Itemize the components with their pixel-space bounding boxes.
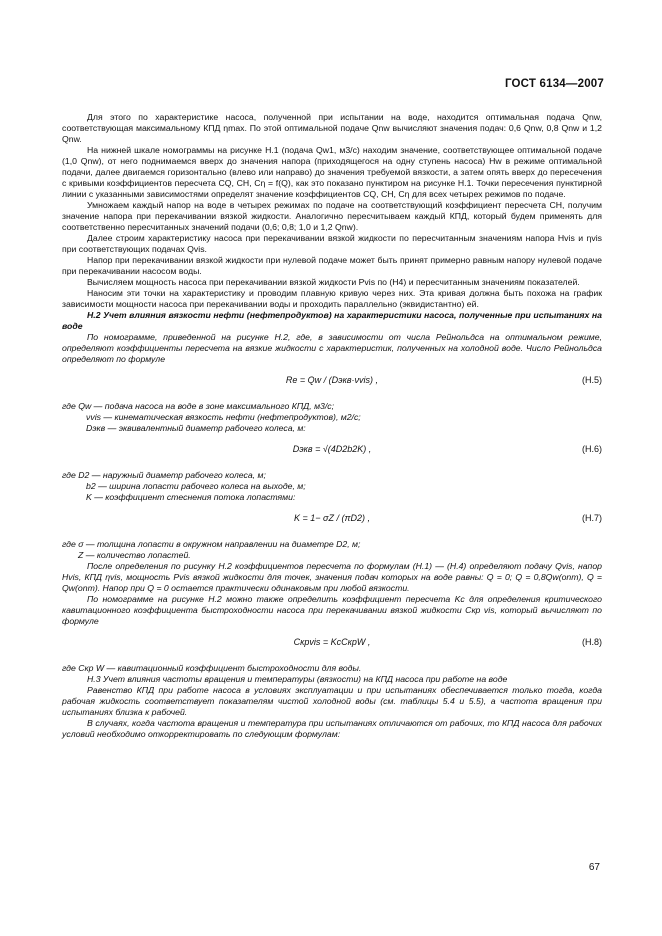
page-number: 67: [588, 862, 600, 873]
paragraph: Равенство КПД при работе насоса в условиях эксплуатации и при испытаниях обеспечивается только тогда, когда рабочая жидкость соответствует показателям чистой холодной воды (см. таблицы 5.4 и 5.5), а частота вращения при испытаниях близка к рабочей.: [62, 685, 602, 717]
paragraph: На нижней шкале номограммы на рисунке Н.1 (подача Qw1, м3/с) находим значение, соответствующее оптимальной подаче (1,0 Qnw), от него поднимаемся вверх до значения напора (приходящегося на одну ступень насоса) Hw в режиме оптимальной подачи, далее двигаемся горизонтально (влево или направо) до значения требуемой вязкости, а затем опять вверх до пересечения с кривыми коэффициентов пересчета CQ, CH, Cη = f(Q), как это показано пунктиром на рисунке Н.1. Точки пересечения пунктирной линии с указанными зависимостями определят значение коэффициентов CQ, CH, Cη для всех четырех режимов по подаче.: [62, 145, 602, 199]
where-line: Z — количество лопастей.: [78, 550, 191, 560]
where-line: Dэкв — эквивалентный диаметр рабочего колеса, м:: [86, 423, 306, 433]
where-line: b2 — ширина лопасти рабочего колеса на выходе, м;: [86, 481, 306, 491]
paragraph: По номограмме, приведенной на рисунке Н.2, где, в зависимости от числа Рейнольдса на оптимальном режиме, определяют коэффициенты пересчета на вязкие жидкости с характеристик, полученных на холодной воде. Число Рейнольдса определяют по формуле: [62, 332, 602, 364]
formula-number: (Н.5): [582, 375, 602, 385]
paragraph: По номограмме на рисунке Н.2 можно также определить коэффициент пересчета Kc для определения критического кавитационного коэффициента быстроходности насоса при перекачивании вязкой жидкости Cкр vis, который вычисляют по формуле: [62, 594, 602, 626]
formula-expression: Re = Qw / (Dэкв·νvis) ,: [285, 375, 379, 385]
where-line: νvis — кинематическая вязкость нефти (нефтепродуктов), м2/с;: [86, 412, 361, 422]
where-line: где Cкр W — кавитационный коэффициент быстроходности для воды.: [62, 663, 362, 673]
paragraph: Далее строим характеристику насоса при перекачивании вязкой жидкости по пересчитанным значениям напора Hvis и ηvis при соответствующих подачах Qvis.: [62, 233, 602, 254]
paragraph: В случаях, когда частота вращения и температура при испытаниях отличаются от рабочих, то КПД насоса для рабочих условий необходимо откорректировать по следующим формулам:: [62, 718, 602, 739]
formula-expression: K = 1− σZ / (πD2) ,: [294, 513, 370, 523]
formula-number: (Н.6): [582, 444, 602, 454]
where-line: где σ — толщина лопасти в окружном направлении на диаметре D2, м;: [62, 539, 361, 549]
paragraph: Для этого по характеристике насоса, полученной при испытании на воде, находится оптимальная подача Qnw, соответствующая максимальному КПД ηmax. По этой оптимальной подаче Qnw вычисляют значения подач: 0,6 Qnw, 0,8 Qnw и 1,2 Qnw.: [62, 112, 602, 144]
formula-expression: Dэкв = √(4D2b2K) ,: [292, 444, 372, 454]
formula-h6: [62, 440, 602, 466]
formula-expression: Cкрvis = KcCкрW ,: [293, 637, 371, 647]
formula-number: (Н.7): [582, 513, 602, 523]
paragraph: Наносим эти точки на характеристику и проводим плавную кривую через них. Эта кривая должна быть похожа на график зависимости мощности насоса при перекачивании воды и проходить параллельно (эквидистантно) ей.: [62, 288, 602, 309]
document-body: [62, 112, 602, 740]
paragraph: Умножаем каждый напор на воде в четырех режимах по подаче на соответствующий коэффициент пересчета CH, получим значение напора при перекачивании вязкой жидкости. Аналогично пересчитываем каждый КПД, который будем применять для соответственно пересчитанных значений подачи (0,6; 0,8; 1,0 и 1,2 Qnw).: [62, 200, 602, 232]
where-line: где D2 — наружный диаметр рабочего колеса, м;: [62, 470, 266, 480]
formula-number: (Н.8): [582, 637, 602, 647]
section-heading-h2: Н.2 Учет влияния вязкости нефти (нефтепродуктов) на характеристики насоса, полученные при испытаниях на воде: [62, 310, 602, 331]
where-line: где Qw — подача насоса на воде в зоне максимального КПД, м3/с;: [62, 401, 335, 411]
where-line: K — коэффициент стеснения потока лопастями:: [86, 492, 296, 502]
paragraph: После определения по рисунку Н.2 коэффициентов пересчета по формулам (Н.1) — (Н.4) определяют подачу Qvis, напор Hvis, КПД ηvis, мощность Pvis вязкой жидкости для точек, значения подач которых на воде равны: Q = 0; Q = 0,8Qw(onm), Q = Qw(onm). Напор при Q = 0 остается практически одинаковым при любой вязкости.: [62, 561, 602, 593]
formula-h5: [62, 371, 602, 397]
paragraph: Напор при перекачивании вязкой жидкости при нулевой подаче может быть принят примерно равным напору нулевой подаче при перекачивании насосом воды.: [62, 255, 602, 276]
paragraph: Вычисляем мощность насоса при перекачивании вязкой жидкости Pvis по (Н4) и пересчитанным значениям показателей.: [87, 277, 580, 287]
formula-h8: [62, 633, 602, 659]
formula-h7: [62, 509, 602, 535]
standard-id-header: ГОСТ 6134—2007: [504, 78, 604, 90]
section-heading-h3: Н.3 Учет влияния частоты вращения и температуры (вязкости) на КПД насоса при работе на воде: [87, 674, 508, 684]
